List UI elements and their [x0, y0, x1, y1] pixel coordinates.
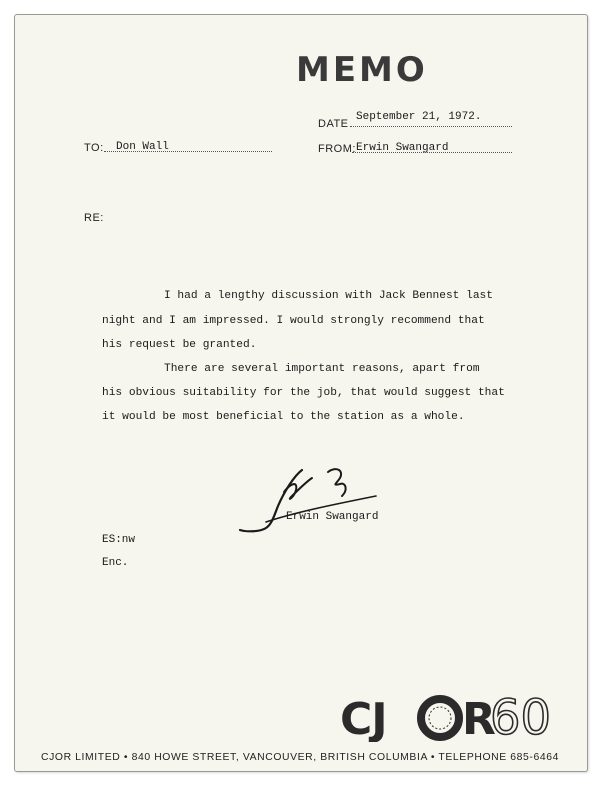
- enclosure: Enc.: [102, 557, 129, 569]
- date-value: September 21, 1972.: [356, 111, 482, 123]
- date-underline: [350, 126, 512, 127]
- body-line: There are several important reasons, apart from: [164, 363, 480, 375]
- svg-text:R: R: [462, 694, 496, 742]
- logo-text-60: 60: [490, 694, 552, 742]
- cjor-60-logo: [340, 694, 572, 742]
- body-line: his request be granted.: [102, 339, 257, 351]
- to-value: Don Wall: [116, 141, 169, 153]
- from-label: FROM:: [318, 143, 356, 155]
- body-line: it would be most beneficial to the station as a whole.: [102, 411, 465, 423]
- signatory-name: Erwin Swangard: [286, 511, 379, 523]
- body-line: I had a lengthy discussion with Jack Bennest last: [164, 290, 493, 302]
- initials: ES:nw: [102, 534, 136, 546]
- logo-sunburst: [429, 707, 451, 729]
- from-underline: [352, 152, 512, 153]
- memo-title: MEMO: [296, 50, 428, 90]
- handwritten-signature: [236, 462, 386, 534]
- body-line: his obvious suitability for the job, that would suggest that: [102, 387, 505, 399]
- body-line: night and I am impressed. I would strongly recommend that: [102, 315, 485, 327]
- re-label: RE:: [84, 212, 104, 224]
- logo-text-cjor: CJ: [340, 694, 387, 742]
- date-label: DATE: [318, 118, 349, 130]
- from-value: Erwin Swangard: [356, 142, 449, 154]
- to-label: TO:: [84, 142, 104, 154]
- to-underline: [104, 151, 272, 152]
- logo-o-ring: [421, 699, 459, 737]
- letterhead-footer: CJOR LIMITED • 840 HOWE STREET, VANCOUVER, BRITISH COLUMBIA • TELEPHONE 685-6464: [41, 752, 559, 763]
